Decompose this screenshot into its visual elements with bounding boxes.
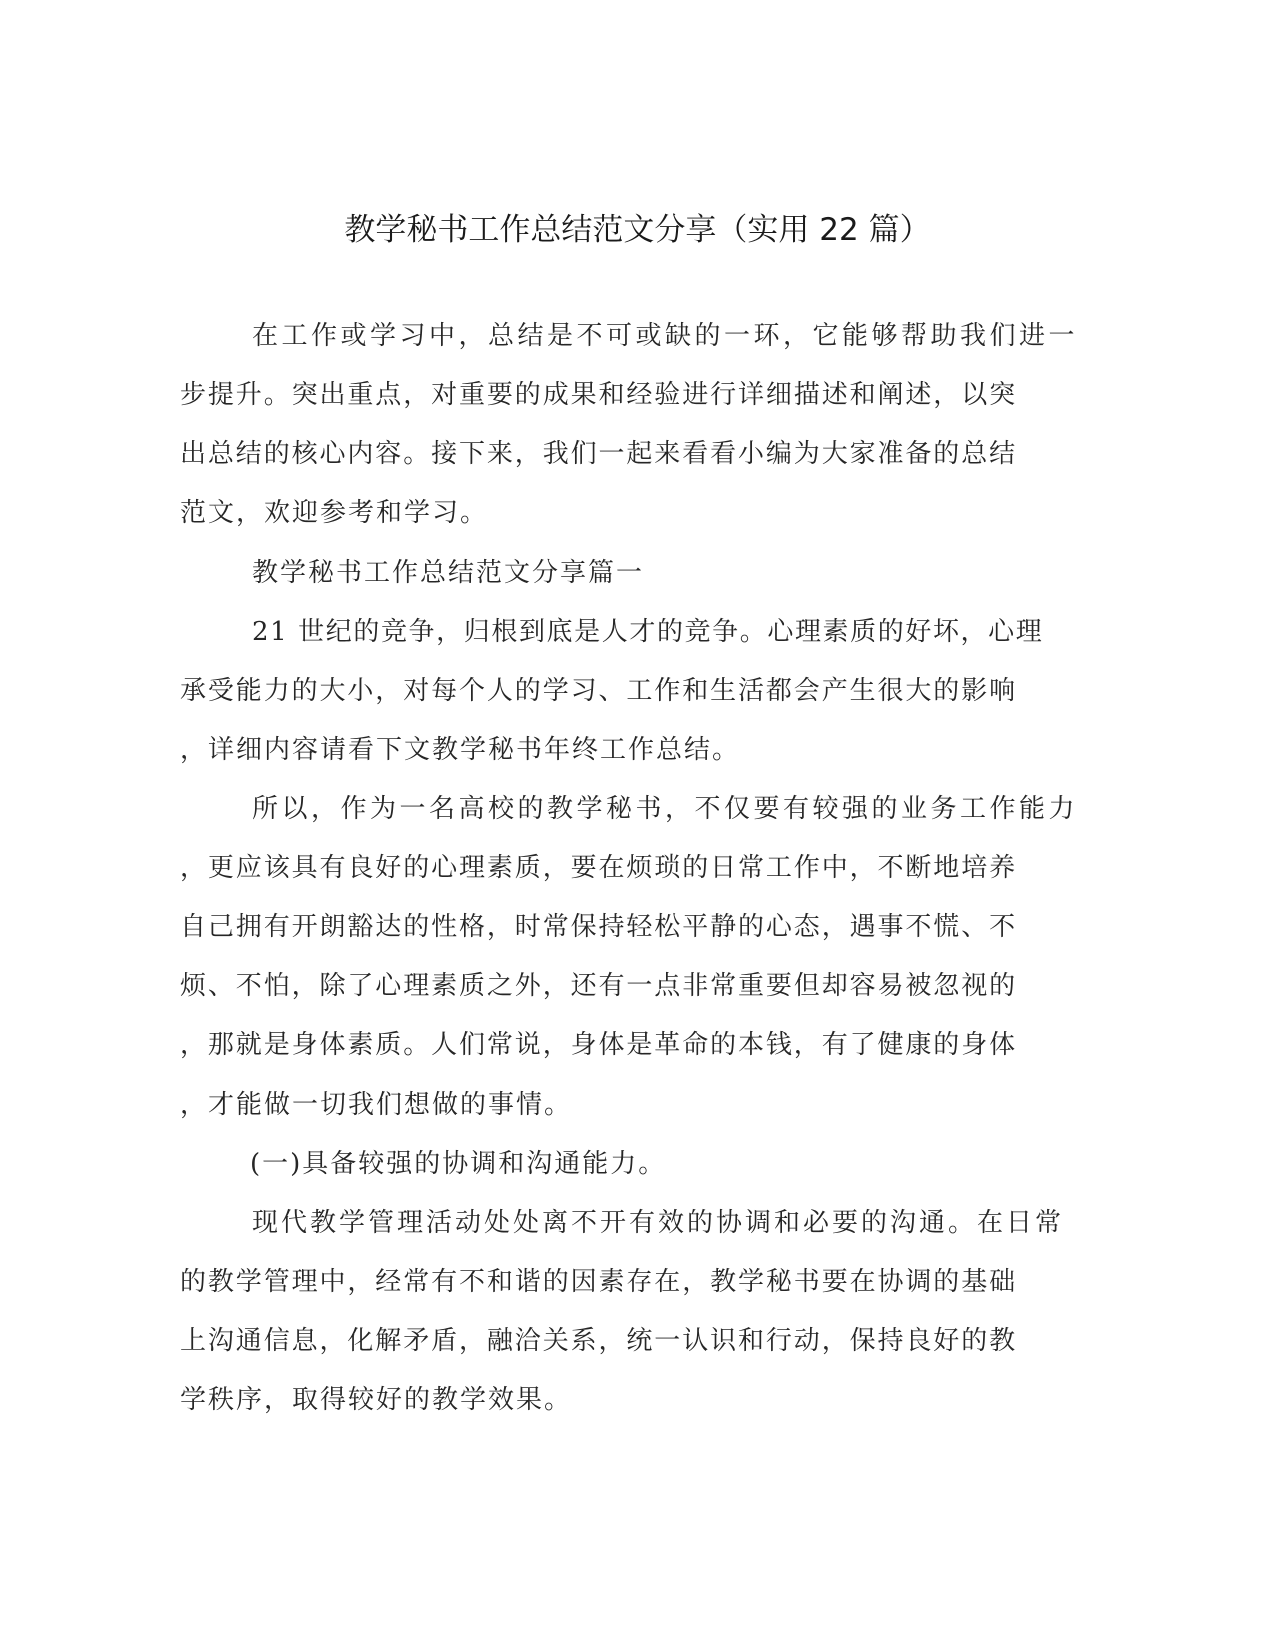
paragraph-line: 21 世纪的竞争，归根到底是人才的竞争。心理素质的好坏，心理 [252,617,1044,647]
subsection-heading: (一)具备较强的协调和沟通能力。 [250,1149,667,1179]
paragraph-line: 范文，欢迎参考和学习。 [180,498,489,528]
paragraph-line: 承受能力的大小，对每个人的学习、工作和生活都会产生很大的影响 [180,676,1018,706]
paragraph-line: 在工作或学习中，总结是不可或缺的一环，它能够帮助我们进一 [252,321,1079,351]
document-title: 教学秘书工作总结范文分享（实用 22 篇） [344,212,931,248]
paragraph-line: 上沟通信息，化解矛盾，融洽关系，统一认识和行动，保持良好的教 [180,1326,1018,1356]
paragraph-line: 的教学管理中，经常有不和谐的因素存在，教学秘书要在协调的基础 [180,1267,1018,1297]
paragraph-line: ，详细内容请看下文教学秘书年终工作总结。 [180,735,741,765]
section-heading: 教学秘书工作总结范文分享篇一 [252,558,645,588]
paragraph-line: 烦、不怕，除了心理素质之外，还有一点非常重要但却容易被忽视的 [180,971,1018,1001]
paragraph-line: 学秩序，取得较好的教学效果。 [180,1385,573,1415]
paragraph-line: 现代教学管理活动处处离不开有效的协调和必要的沟通。在日常 [252,1208,1065,1238]
paragraph-line: ，才能做一切我们想做的事情。 [180,1090,573,1120]
paragraph-line: 自己拥有开朗豁达的性格，时常保持轻松平静的心态，遇事不慌、不 [180,912,1018,942]
paragraph-line: ，那就是身体素质。人们常说，身体是革命的本钱，有了健康的身体 [180,1030,1018,1060]
paragraph-line: 出总结的核心内容。接下来，我们一起来看看小编为大家准备的总结 [180,439,1018,469]
paragraph-line: 所以，作为一名高校的教学秘书，不仅要有较强的业务工作能力 [252,794,1079,824]
paragraph-line: 步提升。突出重点，对重要的成果和经验进行详细描述和阐述，以突 [180,380,1018,410]
paragraph-line: ，更应该具有良好的心理素质，要在烦琐的日常工作中，不断地培养 [180,853,1018,883]
